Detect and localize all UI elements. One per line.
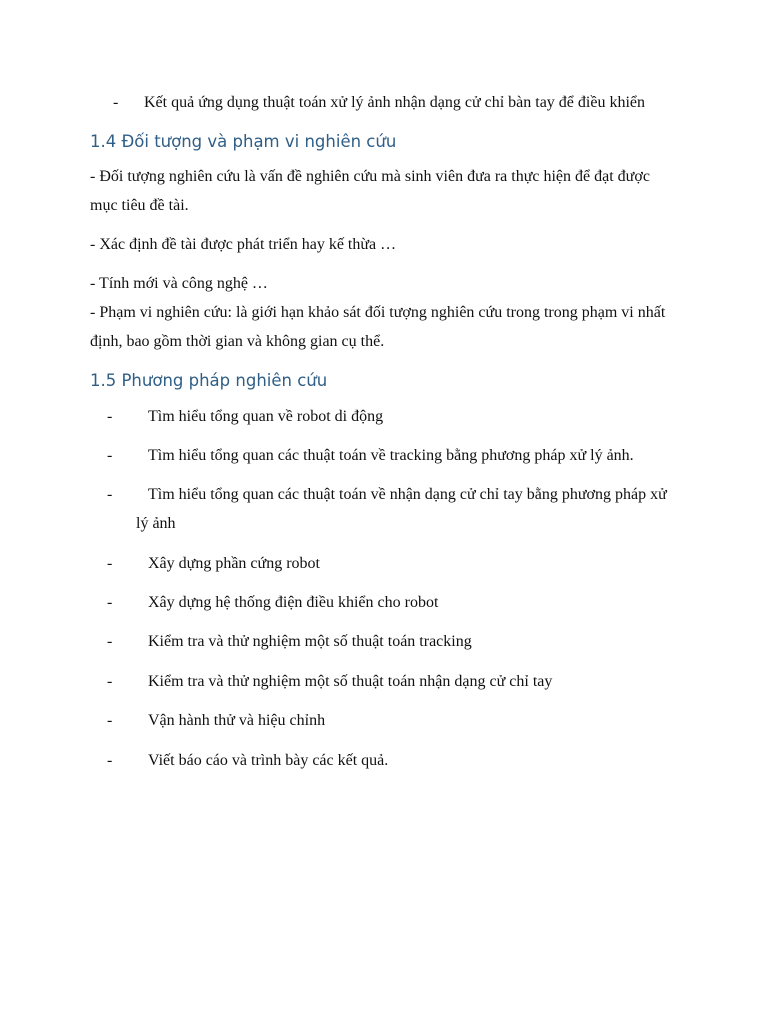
list-item (0, 549, 768, 578)
list-dash: - (107, 555, 113, 572)
paragraph-novelty: - Tính mới và công nghệ … (90, 275, 268, 292)
paragraph-research-scope: - Phạm vi nghiên cứu: là giới hạn khảo sát đối tượng nghiên cứu trong trong phạm vi nhất định, bao gồm thời gian và không gian cụ thể. (90, 304, 666, 350)
list-dash: - (107, 633, 113, 650)
list-item-text: Xây dựng phần cứng robot (148, 555, 320, 572)
list-dash: - (107, 712, 113, 729)
list-item (0, 746, 768, 775)
list-dash: - (107, 752, 113, 769)
list-item (0, 402, 768, 431)
list-item-text: Tìm hiểu tổng quan các thuật toán về nhận dạng cử chỉ tay bằng phương pháp xử lý ảnh (136, 486, 667, 532)
list-item-text: Kết quả ứng dụng thuật toán xử lý ảnh nhận dạng cử chỉ bàn tay để điều khiển (144, 94, 645, 111)
list-item (0, 627, 768, 656)
list-item (0, 706, 768, 735)
list-item (0, 667, 768, 696)
list-dash: - (107, 408, 113, 425)
list-dash: - (113, 94, 119, 111)
list-item-text: Kiểm tra và thử nghiệm một số thuật toán nhận dạng cử chỉ tay (148, 673, 553, 690)
list-dash: - (107, 447, 113, 464)
paragraph-topic-determination: - Xác định đề tài được phát triển hay kế thừa … (90, 236, 397, 253)
list-item-text: Kiểm tra và thử nghiệm một số thuật toán tracking (148, 633, 472, 650)
list-item (0, 88, 768, 117)
list-item-text: Viết báo cáo và trình bày các kết quả. (148, 752, 389, 769)
list-dash: - (107, 594, 113, 611)
list-dash: - (107, 673, 113, 690)
list-item-text: Tìm hiểu tổng quan về robot di động (148, 408, 384, 425)
list-item-text: Tìm hiểu tổng quan các thuật toán về tracking bằng phương pháp xử lý ảnh. (148, 447, 634, 464)
list-item-text: Xây dựng hệ thống điện điều khiển cho robot (148, 594, 439, 611)
list-item-text: Vận hành thử và hiệu chỉnh (148, 712, 326, 729)
section-heading-1-4: 1.4 Đối tượng và phạm vi nghiên cứu (90, 132, 397, 151)
section-heading-1-5: 1.5 Phương pháp nghiên cứu (90, 371, 328, 390)
list-item (0, 441, 768, 470)
paragraph-research-object: - Đối tượng nghiên cứu là vấn đề nghiên cứu mà sinh viên đưa ra thực hiện để đạt được mục tiêu đề tài. (90, 168, 650, 214)
list-item (0, 588, 768, 617)
list-dash: - (107, 486, 113, 503)
